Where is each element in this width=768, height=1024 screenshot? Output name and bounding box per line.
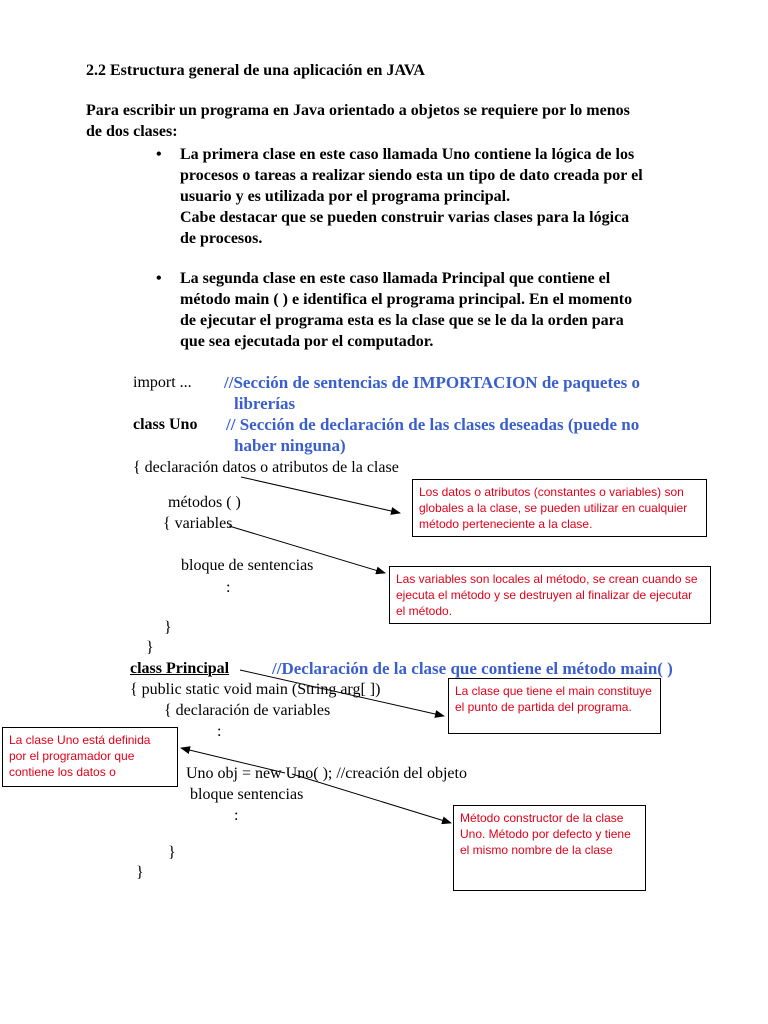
code-uno-obj: Uno obj = new Uno( ); //creación del objeto <box>186 765 467 782</box>
arrow-uno <box>181 748 285 773</box>
note-constructor: Método constructor de la clase Uno. Método por defecto y tiene el mismo nombre de la clase <box>453 805 646 891</box>
page-title: 2.2 Estructura general de una aplicación en JAVA <box>86 62 425 79</box>
bullet-1-line-5: de procesos. <box>180 230 263 247</box>
code-variables: { variables <box>163 515 233 532</box>
code-decl-variables: { declaración de variables <box>164 702 331 719</box>
bullet-1-line-4: Cabe destacar que se pueden construir varias clases para la lógica <box>180 209 630 226</box>
code-import: import ... <box>133 374 192 391</box>
code-colon-2: : <box>217 723 222 740</box>
class-principal-comment: //Declaración de la clase que contiene el método main( ) <box>272 659 673 678</box>
code-decl-datos: { declaración datos o atributos de la clase <box>133 459 399 476</box>
code-colon-1: : <box>226 579 231 596</box>
import-comment-line-1: //Sección de sentencias de IMPORTACION de paquetes o <box>224 373 641 392</box>
note-uno: La clase Uno está definida por el programador que contiene los datos o <box>2 727 178 787</box>
arrow-datos <box>241 477 400 513</box>
code-brace-close-4: } <box>136 864 144 881</box>
note-main: La clase que tiene el main constituye el punto de partida del programa. <box>448 678 661 734</box>
intro-line-1: Para escribir un programa en Java orientado a objetos se requiere por lo menos <box>86 102 630 119</box>
bullet-dot-2: • <box>156 270 162 287</box>
code-class-principal: class Principal <box>130 660 230 677</box>
note-datos: Los datos o atributos (constantes o variables) son globales a la clase, se pueden utilizar en cualquier método perteneciente a la clase. <box>412 479 707 537</box>
code-class-uno: class Uno <box>133 416 198 433</box>
bullet-dot-1: • <box>156 146 162 163</box>
arrow-constructor <box>292 774 451 823</box>
code-main-decl: { public static void main (String arg[ ]) <box>130 681 381 698</box>
note-variables: Las variables son locales al método, se crean cuando se ejecuta el método y se destruyen al finalizar de ejecutar el método. <box>389 566 711 624</box>
class-uno-comment-line-1: // Sección de declaración de las clases deseadas (puede no <box>226 415 640 434</box>
bullet-2-line-3: de ejecutar el programa esta es la clase que se le da la orden para <box>180 312 624 329</box>
bullet-1-line-3: usuario y es utilizada por el programa principal. <box>180 188 511 205</box>
arrow-main <box>240 670 444 716</box>
code-bloque: bloque de sentencias <box>181 557 314 574</box>
class-uno-comment-line-2: haber ninguna) <box>234 436 346 455</box>
bullet-1-line-2: procesos o tareas a realizar siendo esta un tipo de dato creada por el <box>180 167 643 184</box>
code-metodos: métodos ( ) <box>168 494 241 511</box>
arrow-variables <box>229 526 385 573</box>
bullet-2-line-1: La segunda clase en este caso llamada Principal que contiene el <box>180 270 611 287</box>
bullet-1-line-1: La primera clase en este caso llamada Uno contiene la lógica de los <box>180 146 635 163</box>
code-colon-3: : <box>234 807 239 824</box>
code-bloque-sentencias: bloque sentencias <box>190 786 304 803</box>
import-comment-line-2: librerías <box>234 394 296 413</box>
code-brace-close-3: } <box>168 844 176 861</box>
code-brace-close-2: } <box>146 639 154 656</box>
code-brace-close-1: } <box>164 619 172 636</box>
bullet-2-line-4: que sea ejecutada por el computador. <box>180 333 434 350</box>
bullet-2-line-2: método main ( ) e identifica el programa principal. En el momento <box>180 291 633 308</box>
intro-line-2: de dos clases: <box>86 123 178 140</box>
